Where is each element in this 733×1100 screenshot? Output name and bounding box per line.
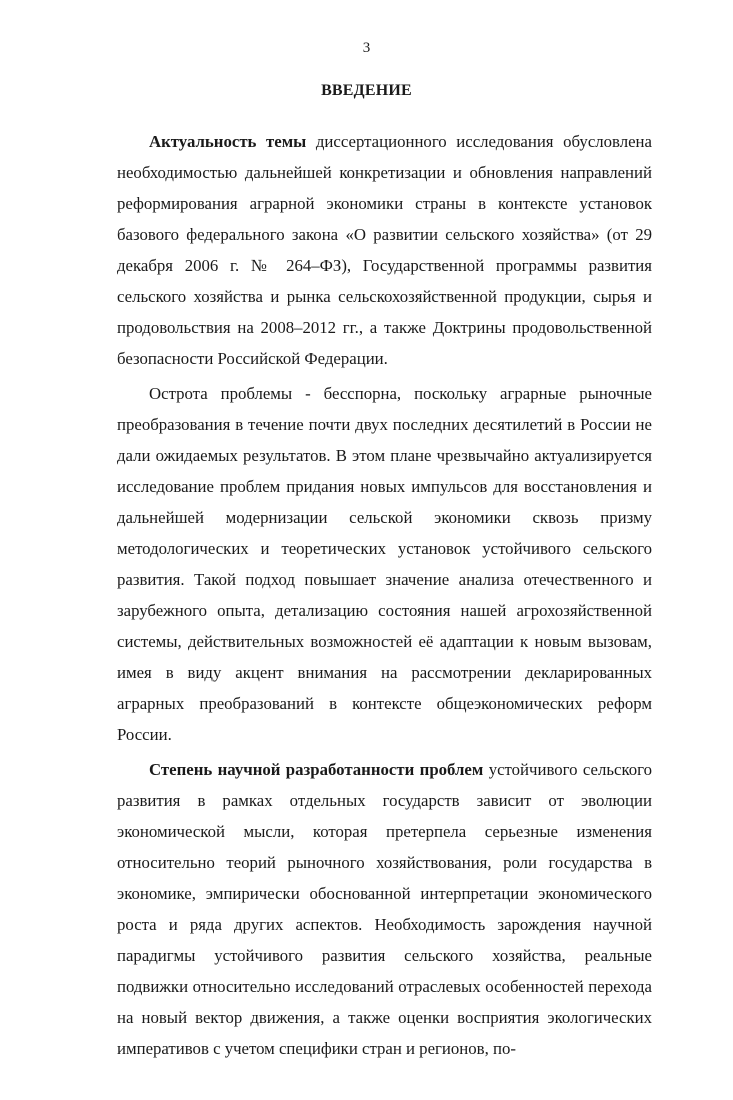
paragraph-lead: Актуальность темы bbox=[149, 132, 307, 151]
paragraph-research-degree bbox=[117, 754, 652, 1064]
paragraph-relevance bbox=[117, 126, 652, 374]
paragraph-text: Острота проблемы - бесспорна, поскольку аграрные рыночные преобразования в течение почти двух последних десятилетий в России не дали ожидаемых результатов. В этом плане чрезвычайно актуализируется исследование проблем придания новых импульсов для восстановления и дальнейшей модернизации сельской экономики сквозь призму методологических и теоретических установок устойчивого сельского развития. Такой подход повышает значение анализа отечественного и зарубежного опыта, детализацию состояния нашей агрохозяйственной системы, действительных возможностей её адаптации к новым вызовам, имея в виду акцент внимания на рассмотрении декларированных аграрных преобразований в контексте общеэкономических реформ России. bbox=[117, 384, 652, 744]
paragraph-text: диссертационного исследования обусловлена необходимостью дальнейшей конкретизации и обновления направлений реформирования аграрной экономики страны в контексте установок базового федерального закона «О развитии сельского хозяйства» (от 29 декабря 2006 г. № 264–ФЗ), Государственной программы развития сельского хозяйства и рынка сельскохозяйственной продукции, сырья и продовольствия на 2008–2012 гг., а также Доктрины продовольственной безопасности Российской Федерации. bbox=[117, 132, 652, 368]
section-heading: ВВЕДЕНИЕ bbox=[321, 82, 412, 99]
page-number: 3 bbox=[362, 40, 371, 56]
paragraph-problem-severity bbox=[117, 378, 652, 750]
paragraph-text: устойчивого сельского развития в рамках отдельных государств зависит от эволюции экономической мысли, которая претерпела серьезные изменения относительно теорий рыночного хозяйствования, роли государства в экономике, эмпирически обоснованной интерпретации экономического роста и ряда других аспектов. Необходимость зарождения научной парадигмы устойчивого развития сельского хозяйства, реальные подвижки относительно исследований отраслевых особенностей перехода на новый вектор движения, а также оценки восприятия экологических императивов с учетом специфики стран и регионов, по- bbox=[117, 760, 652, 1058]
body-text bbox=[117, 126, 652, 1068]
paragraph-lead: Степень научной разработанности проблем bbox=[149, 760, 484, 779]
